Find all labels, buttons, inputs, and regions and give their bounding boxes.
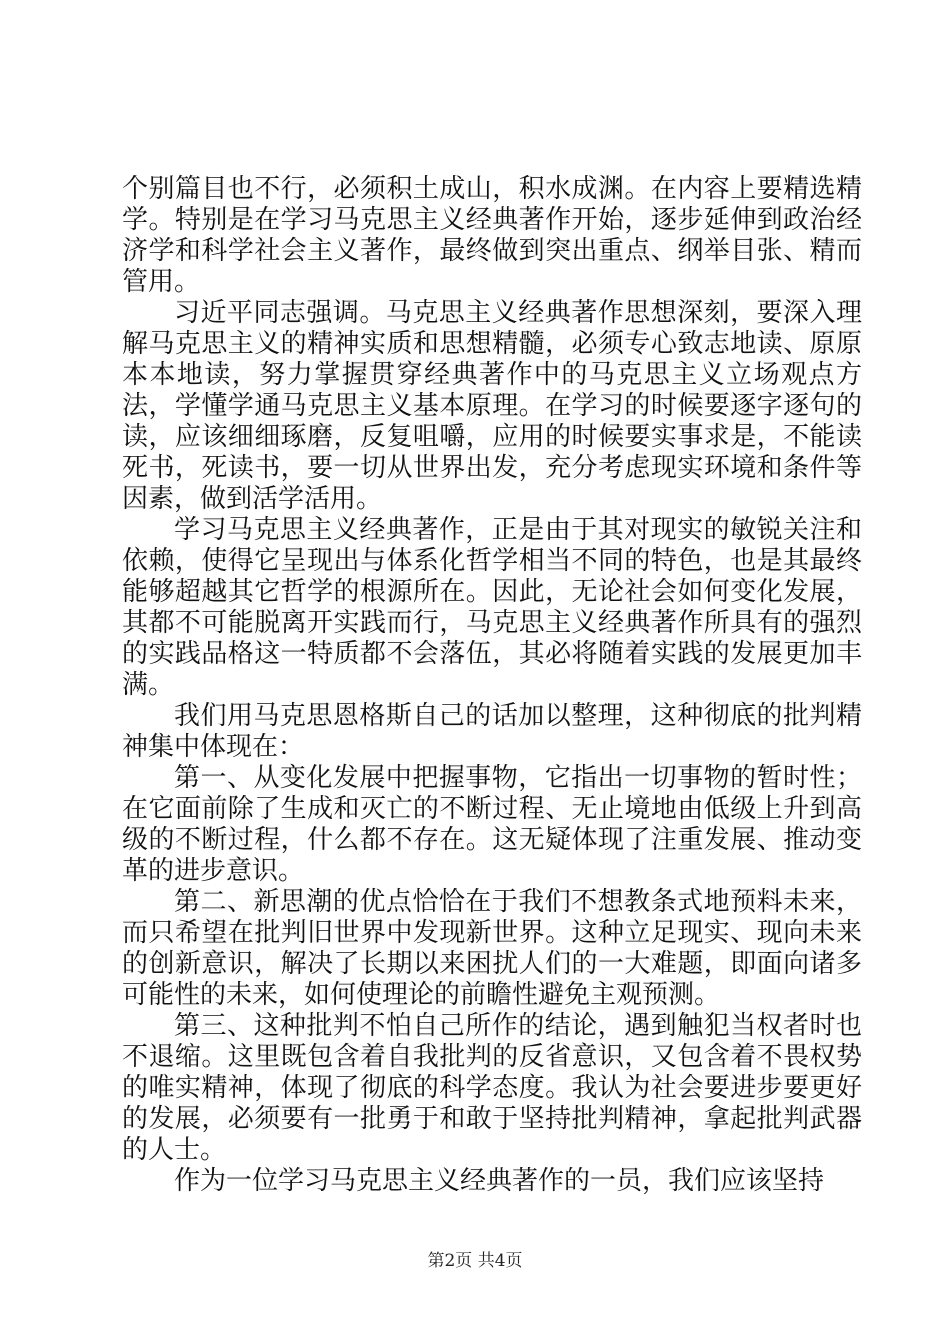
page-footer: 第2页 共4页 — [427, 1251, 523, 1271]
paragraph: 第一、从变化发展中把握事物，它指出一切事物的暂时性；在它面前除了生成和灭亡的不断过程、无止境地由低级上升到高级的不断过程，什么都不存在。这无疑体现了注重发展、推动变革的进步意识。 — [122, 763, 862, 886]
paragraph: 作为一位学习马克思主义经典著作的一员，我们应该坚持 — [174, 1166, 825, 1196]
paragraph: 个别篇目也不行，必须积土成山，积水成渊。在内容上要精选精学。特别是在学习马克思主义经典著作开始，逐步延伸到政治经济学和科学社会主义著作，最终做到突出重点、纲举目张、精而管用。 — [122, 174, 862, 297]
paragraph: 习近平同志强调。马克思主义经典著作思想深刻，要深入理解马克思主义的精神实质和思想精髓，必须专心致志地读、原原本本地读，努力掌握贯穿经典著作中的马克思主义立场观点方法，学懂学通马克思主义基本原理。在学习的时候要逐字逐句的读，应该细细琢磨，反复咀嚼，应用的时候要实事求是，不能读死书，死读书，要一切从世界出发，充分考虑现实环境和条件等因素，做到活学活用。 — [122, 298, 862, 514]
paragraph: 第二、新思潮的优点恰恰在于我们不想教条式地预料未来，而只希望在批判旧世界中发现新世界。这种立足现实、现向未来的创新意识，解决了长期以来困扰人们的一大难题，即面向诸多可能性的未来，如何使理论的前瞻性避免主观预测。 — [122, 887, 862, 1010]
paragraph: 第三、这种批判不怕自己所作的结论，遇到触犯当权者时也不退缩。这里既包含着自我批判的反省意识，又包含着不畏权势的唯实精神，体现了彻底的科学态度。我认为社会要进步要更好的发展，必须要有一批勇于和敢于坚持批判精神，拿起批判武器的人士。 — [122, 1011, 862, 1165]
document-body — [122, 174, 862, 1197]
paragraph: 学习马克思主义经典著作，正是由于其对现实的敏锐关注和依赖，使得它呈现出与体系化哲学相当不同的特色，也是其最终能够超越其它哲学的根源所在。因此，无论社会如何变化发展，其都不可能脱离开实践而行，马克思主义经典著作所具有的强烈的实践品格这一特质都不会落伍，其必将随着实践的发展更加丰满。 — [122, 515, 862, 700]
paragraph: 我们用马克思恩格斯自己的话加以整理，这种彻底的批判精神集中体现在： — [122, 701, 862, 762]
